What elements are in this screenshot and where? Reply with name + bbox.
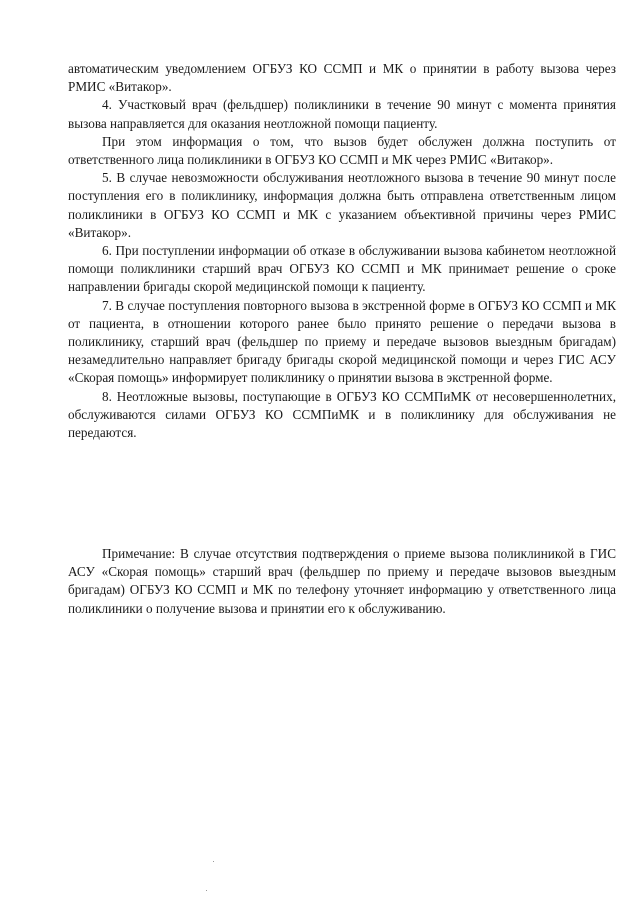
paragraph-item-6: 6. При поступлении информации об отказе в обслуживании вызова кабинетом неотложной помощи поликлиники старший врач ОГБУЗ КО ССМП и МК принимает решение о сроке направлении бригады скорой медицинской помощи к пациенту. bbox=[68, 243, 616, 295]
paragraph-item-4-note: При этом информация о том, что вызов будет обслужен должна поступить от ответственного лица поликлиники в ОГБУЗ КО ССМП и МК через РМИС «Витакор». bbox=[68, 133, 616, 168]
note-paragraph: Примечание: В случае отсутствия подтверждения о приеме вызова поликлиникой в ГИС АСУ «Скорая помощь» старший врач (фельдшер по приему и передаче вызовов выездным бригадам) ОГБУЗ КО ССМП и МК по телефону уточняет информацию у ответственного лица поликлиники о получение вызова и принятии его к обслуживанию. bbox=[68, 546, 616, 616]
paragraph-item-4: 4. Участковый врач (фельдшер) поликлиники в течение 90 минут с момента принятия вызова направляется для оказания неотложной помощи пациенту. bbox=[68, 97, 616, 131]
paragraph-item-8: 8. Неотложные вызовы, поступающие в ОГБУЗ КО ССМПиМК от несовершеннолетних, обслуживаются силами ОГБУЗ КО ССМПиМК и в поликлинику для обслуживания не передаются. bbox=[68, 388, 616, 441]
paragraph-continuation: автоматическим уведомлением ОГБУЗ КО ССМП и МК о принятии в работу вызова через РМИС «Витакор». bbox=[68, 61, 616, 95]
scan-speck bbox=[206, 890, 207, 891]
document-note bbox=[68, 545, 616, 618]
scan-speck bbox=[213, 861, 214, 862]
paragraph-item-5: 5. В случае невозможности обслуживания неотложного вызова в течение 90 минут после поступления его в поликлинику, информация должна быть отправлена ответственным лицом поликлиники в ОГБУЗ КО ССМП и МК с указанием объективной причины через РМИС «Витакор». bbox=[68, 170, 616, 240]
document-body bbox=[68, 60, 616, 442]
paragraph-item-7: 7. В случае поступления повторного вызова в экстренной форме в ОГБУЗ КО ССМП и МК от пациента, в отношении которого ранее было принято решение о передачи вызова в поликлинику, старший врач (фельдшер по приему и передаче вызовов выездным бригадам) незамедлительно направляет бригаду бригады скорой медицинской помощи и через ГИС АСУ «Скорая помощь» информирует поликлинику о принятии вызова в экстренной форме. bbox=[68, 297, 616, 386]
